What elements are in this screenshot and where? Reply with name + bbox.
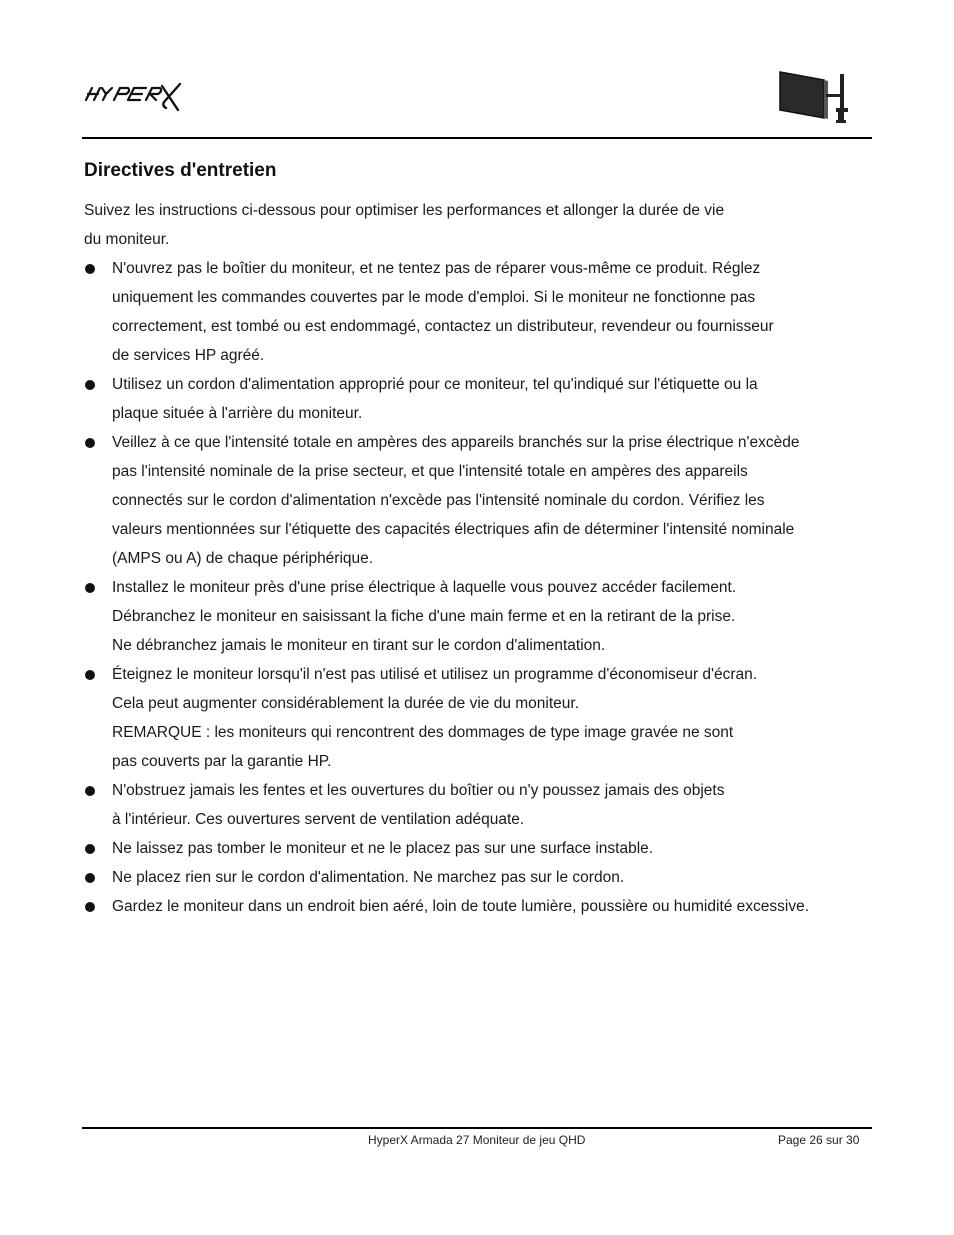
list-item [84, 863, 874, 892]
list-item [84, 254, 874, 370]
list-item-line: Utilisez un cordon d'alimentation approprié pour ce moniteur, tel qu'indiqué sur l'étiquette ou la [112, 376, 758, 393]
hyperx-logo [84, 80, 184, 114]
list-item [84, 834, 874, 863]
page-number: Page 26 sur 30 [778, 1133, 860, 1147]
list-item-line: Débranchez le moniteur en saisissant la fiche d'une main ferme et en la retirant de la prise. [112, 608, 736, 625]
header-rule [82, 137, 872, 139]
list-item-line: connectés sur le cordon d'alimentation n'excède pas l'intensité nominale du cordon. Vérifiez les [112, 492, 765, 509]
list-item [84, 660, 874, 776]
list-item-line: valeurs mentionnées sur l'étiquette des capacités électriques afin de déterminer l'intensité nominale [112, 521, 795, 538]
list-item-line: correctement, est tombé ou est endommagé, contactez un distributeur, revendeur ou fournisseur [112, 318, 774, 335]
bullet-icon [85, 380, 95, 390]
bullet-icon [85, 670, 95, 680]
footer-document-title: HyperX Armada 27 Moniteur de jeu QHD [368, 1133, 586, 1147]
section-title: Directives d'entretien [84, 160, 277, 181]
list-item [84, 892, 874, 921]
list-item [84, 370, 874, 428]
list-item-line: Ne débranchez jamais le moniteur en tirant sur le cordon d'alimentation. [112, 637, 606, 654]
list-item-line: (AMPS ou A) de chaque périphérique. [112, 550, 374, 567]
bullet-icon [85, 902, 95, 912]
bullet-icon [85, 786, 95, 796]
bullet-icon [85, 583, 95, 593]
list-item [84, 776, 874, 834]
list-item-line: Ne laissez pas tomber le moniteur et ne le placez pas sur une surface instable. [112, 840, 654, 857]
list-item-line: Veillez à ce que l'intensité totale en ampères des appareils branchés sur la prise électrique n'excède [112, 434, 800, 451]
bullet-icon [85, 844, 95, 854]
list-item-line: pas couverts par la garantie HP. [112, 753, 332, 770]
intro-line: Suivez les instructions ci-dessous pour optimiser les performances et allonger la durée de vie [84, 202, 725, 219]
list-item-line: uniquement les commandes couvertes par le mode d'emploi. Si le moniteur ne fonctionne pas [112, 289, 756, 306]
list-item-line: Installez le moniteur près d'une prise électrique à laquelle vous pouvez accéder facilement. [112, 579, 737, 596]
intro-line: du moniteur. [84, 231, 170, 248]
list-item-line: pas l'intensité nominale de la prise secteur, et que l'intensité totale en ampères des appareils [112, 463, 748, 480]
bullet-icon [85, 873, 95, 883]
monitor-on-clamp-arm-image [778, 70, 852, 126]
list-item-line: à l'intérieur. Ces ouvertures servent de ventilation adéquate. [112, 811, 525, 828]
guidelines-list [84, 254, 874, 921]
footer-rule [82, 1127, 872, 1129]
list-item-line: REMARQUE : les moniteurs qui rencontrent des dommages de type image gravée ne sont [112, 724, 734, 741]
list-item-line: Ne placez rien sur le cordon d'alimentation. Ne marchez pas sur le cordon. [112, 869, 625, 886]
intro-paragraph [84, 196, 804, 254]
list-item [84, 573, 874, 660]
list-item [84, 428, 874, 573]
list-item-line: plaque située à l'arrière du moniteur. [112, 405, 363, 422]
list-item-line: N'ouvrez pas le boîtier du moniteur, et ne tentez pas de réparer vous-même ce produit. Réglez [112, 260, 761, 277]
list-item-line: Éteignez le moniteur lorsqu'il n'est pas utilisé et utilisez un programme d'économiseur d'écran. [112, 666, 758, 683]
list-item-line: N'obstruez jamais les fentes et les ouvertures du boîtier ou n'y poussez jamais des objets [112, 782, 725, 799]
bullet-icon [85, 438, 95, 448]
bullet-icon [85, 264, 95, 274]
list-item-line: de services HP agréé. [112, 347, 265, 364]
list-item-line: Gardez le moniteur dans un endroit bien aéré, loin de toute lumière, poussière ou humidité excessive. [112, 898, 810, 915]
list-item-line: Cela peut augmenter considérablement la durée de vie du moniteur. [112, 695, 580, 712]
